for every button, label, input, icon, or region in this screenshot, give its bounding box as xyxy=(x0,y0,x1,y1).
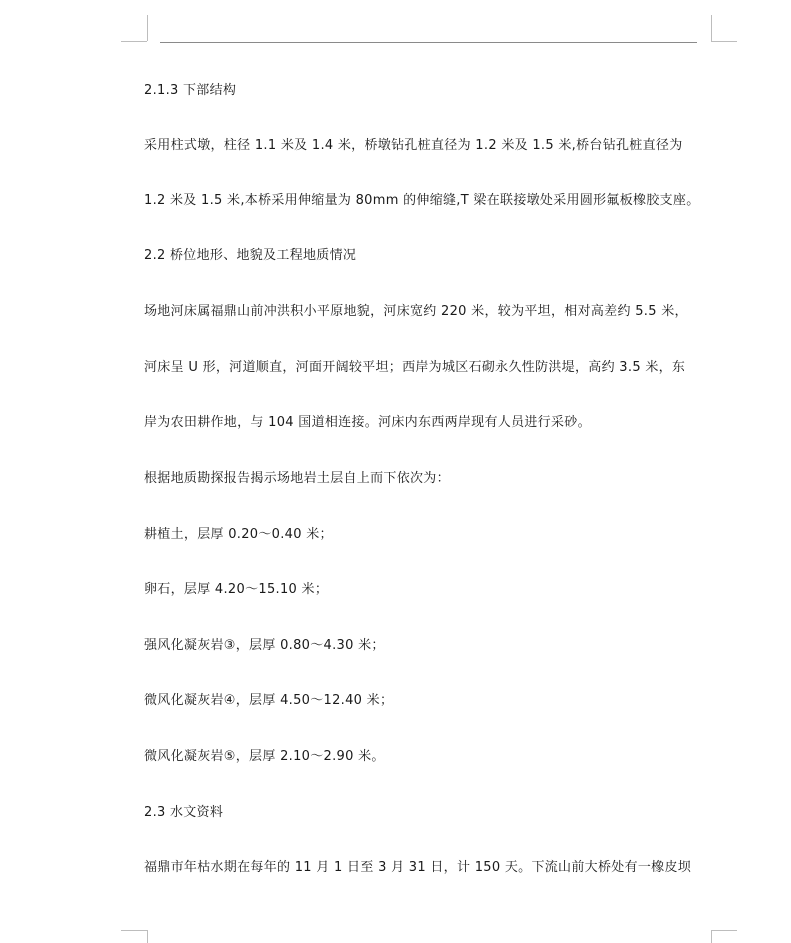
layer-item: 强风化凝灰岩③，层厚 0.80～4.30 米； xyxy=(144,638,385,653)
paragraph-line: 1.2 米及 1.5 米,本桥采用伸缩量为 80mm 的伸缩缝,T 梁在联接墩处采用圆形氟板橡胶支座。 xyxy=(144,193,700,208)
paragraph-line: 采用柱式墩，柱径 1.1 米及 1.4 米，桥墩钻孔桩直径为 1.2 米及 1.5 米,桥台钻孔桩直径为 xyxy=(144,138,683,153)
crop-mark xyxy=(711,930,737,931)
paragraph-line: 福鼎市年枯水期在每年的 11 月 1 日至 3 月 31 日，计 150 天。下流山前大桥处有一橡皮坝 xyxy=(144,860,692,875)
paragraph-line: 场地河床属福鼎山前冲洪积小平原地貌，河床宽约 220 米，较为平坦，相对高差约 5.5 米， xyxy=(144,304,688,319)
crop-mark xyxy=(147,930,148,943)
crop-mark xyxy=(121,930,147,931)
paragraph-line: 岸为农田耕作地，与 104 国道相连接。河床内东西两岸现有人员进行采砂。 xyxy=(144,415,591,430)
crop-mark xyxy=(711,930,712,943)
crop-mark xyxy=(121,41,147,42)
layer-item: 微风化凝灰岩⑤，层厚 2.10～2.90 米。 xyxy=(144,749,385,764)
layer-item: 微风化凝灰岩④，层厚 4.50～12.40 米； xyxy=(144,693,394,708)
crop-mark xyxy=(147,15,148,41)
paragraph-line: 河床呈 U 形，河道顺直，河面开阔较平坦；西岸为城区石砌永久性防洪堤，高约 3.5 米，东 xyxy=(144,360,686,375)
paragraph-line: 根据地质勘探报告揭示场地岩土层自上而下依次为： xyxy=(144,471,450,486)
section-heading-2-3: 2.3 水文资料 xyxy=(144,805,224,820)
crop-mark xyxy=(711,15,712,41)
header-rule xyxy=(160,42,697,43)
layer-item: 卵石，层厚 4.20～15.10 米； xyxy=(144,582,329,597)
section-heading-2-1-3: 2.1.3 下部结构 xyxy=(144,83,237,98)
crop-mark xyxy=(711,41,737,42)
section-heading-2-2: 2.2 桥位地形、地貌及工程地质情况 xyxy=(144,248,357,263)
layer-item: 耕植土，层厚 0.20～0.40 米； xyxy=(144,527,333,542)
